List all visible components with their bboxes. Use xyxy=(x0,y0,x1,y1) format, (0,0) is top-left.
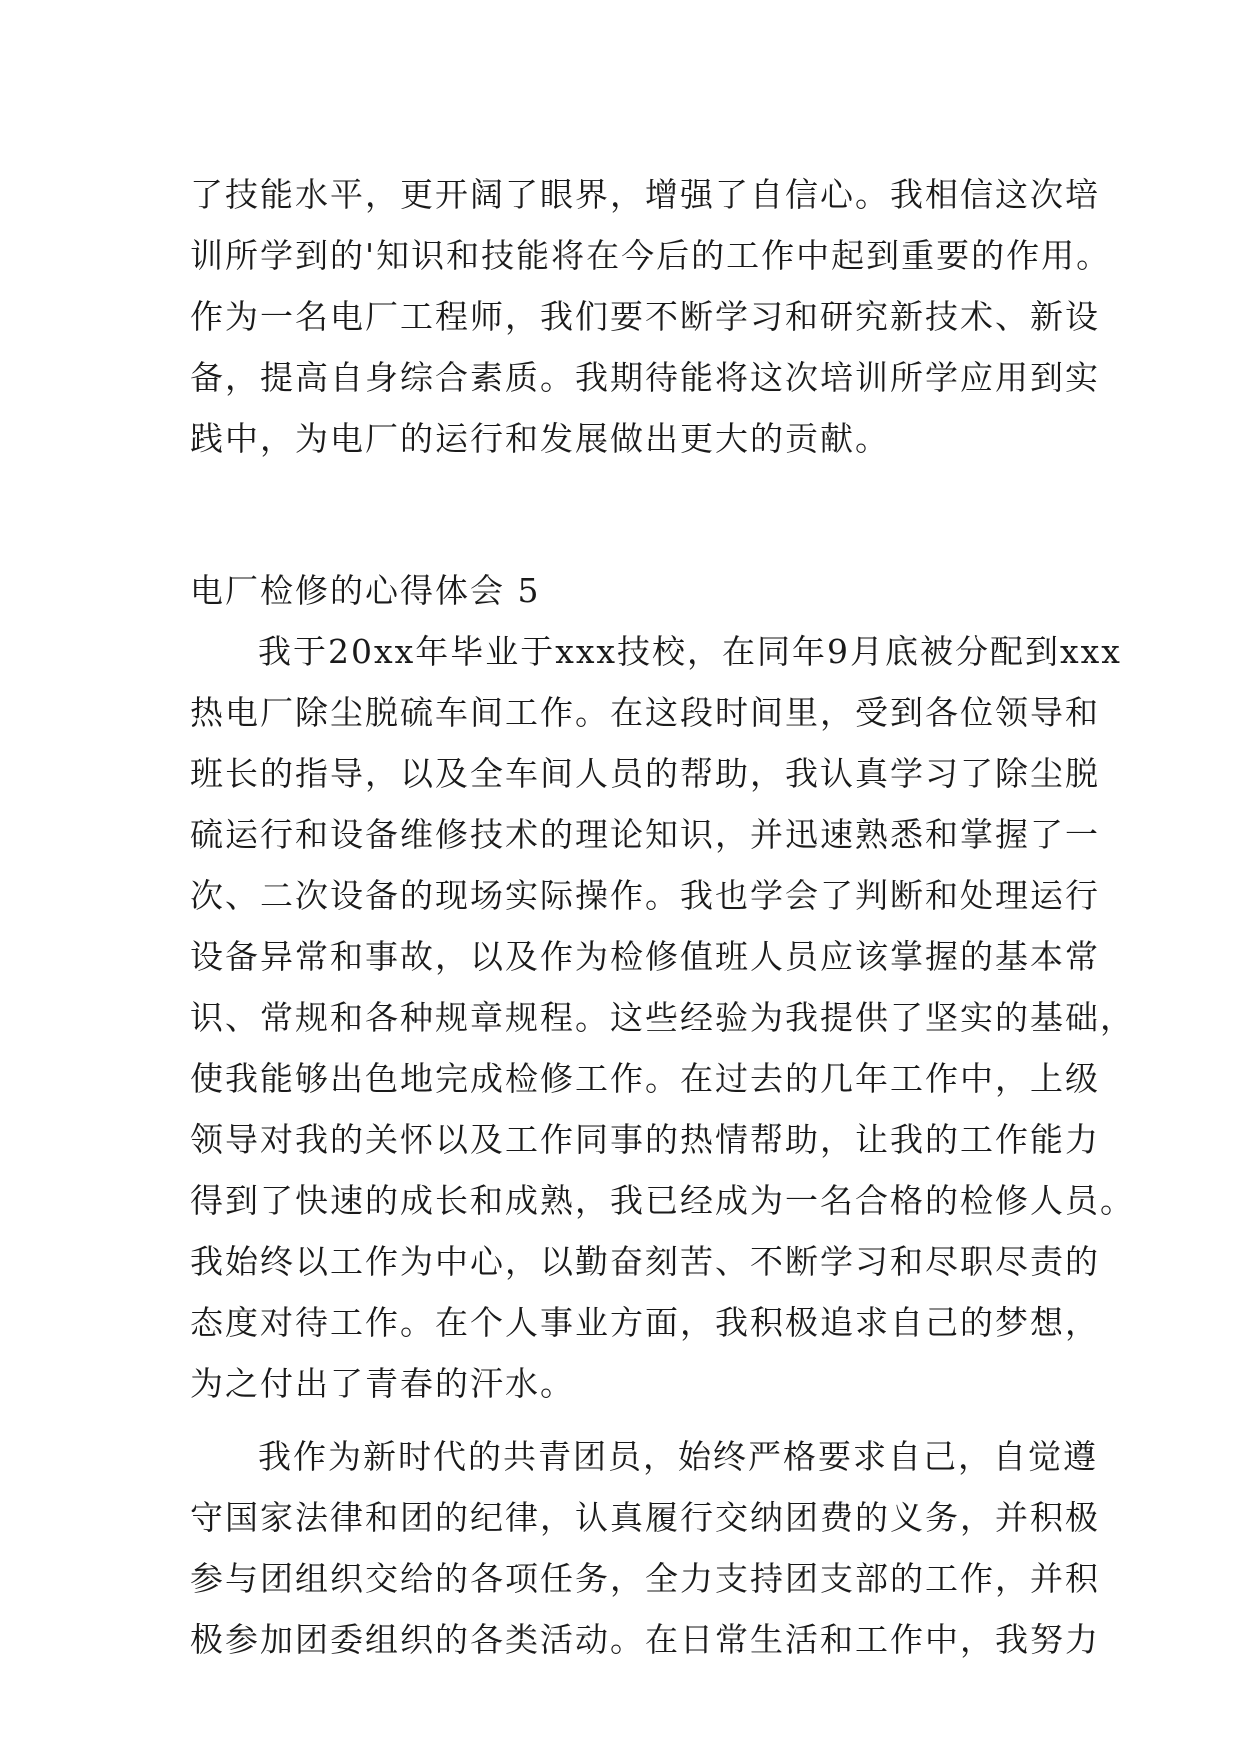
text-line: 我作为新时代的共青团员，始终严格要求自己，自觉遵 xyxy=(258,1437,1098,1476)
paragraph-2 xyxy=(190,1426,1100,1670)
text-line: 我始终以工作为中心，以勤奋刻苦、不断学习和尽职尽责的 xyxy=(190,1242,1100,1281)
text-line: 极参加团委组织的各类活动。在日常生活和工作中，我努力 xyxy=(190,1620,1100,1659)
text-line: 了技能水平，更开阔了眼界，增强了自信心。我相信这次培 xyxy=(190,175,1100,214)
text-line: 次、二次设备的现场实际操作。我也学会了判断和处理运行 xyxy=(190,876,1100,915)
text-line: 为之付出了青春的汗水。 xyxy=(190,1364,575,1403)
paragraph-1 xyxy=(190,621,1135,1414)
text-line: 领导对我的关怀以及工作同事的热情帮助，让我的工作能力 xyxy=(190,1120,1100,1159)
text-line: 备，提高自身综合素质。我期待能将这次培训所学应用到实 xyxy=(190,358,1100,397)
text-line: 守国家法律和团的纪律，认真履行交纳团费的义务，并积极 xyxy=(190,1498,1100,1537)
text-line: 热电厂除尘脱硫车间工作。在这段时间里，受到各位领导和 xyxy=(190,693,1100,732)
text-line: 训所学到的'知识和技能将在今后的工作中起到重要的作用。 xyxy=(190,236,1112,275)
text-line: 设备异常和事故，以及作为检修值班人员应该掌握的基本常 xyxy=(190,937,1100,976)
text-line: 硫运行和设备维修技术的理论知识，并迅速熟悉和掌握了一 xyxy=(190,815,1100,854)
text-line: 班长的指导，以及全车间人员的帮助，我认真学习了除尘脱 xyxy=(190,754,1100,793)
text-line: 作为一名电厂工程师，我们要不断学习和研究新技术、新设 xyxy=(190,297,1100,336)
text-line: 识、常规和各种规章规程。这些经验为我提供了坚实的基础， xyxy=(190,998,1135,1037)
text-line: 我于20xx年毕业于xxx技校，在同年9月底被分配到xxx xyxy=(258,632,1122,671)
text-line: 使我能够出色地完成检修工作。在过去的几年工作中，上级 xyxy=(190,1059,1100,1098)
intro-paragraph xyxy=(190,164,1112,469)
text-line: 参与团组织交给的各项任务，全力支持团支部的工作，并积 xyxy=(190,1559,1100,1598)
text-line: 态度对待工作。在个人事业方面，我积极追求自己的梦想， xyxy=(190,1303,1100,1342)
document-body xyxy=(190,164,1135,1670)
section-spacer xyxy=(190,469,1070,560)
section-title: 电厂检修的心得体会 5 xyxy=(190,571,541,610)
text-line: 得到了快速的成长和成熟，我已经成为一名合格的检修人员。 xyxy=(190,1181,1135,1220)
text-line: 践中，为电厂的运行和发展做出更大的贡献。 xyxy=(190,419,890,458)
